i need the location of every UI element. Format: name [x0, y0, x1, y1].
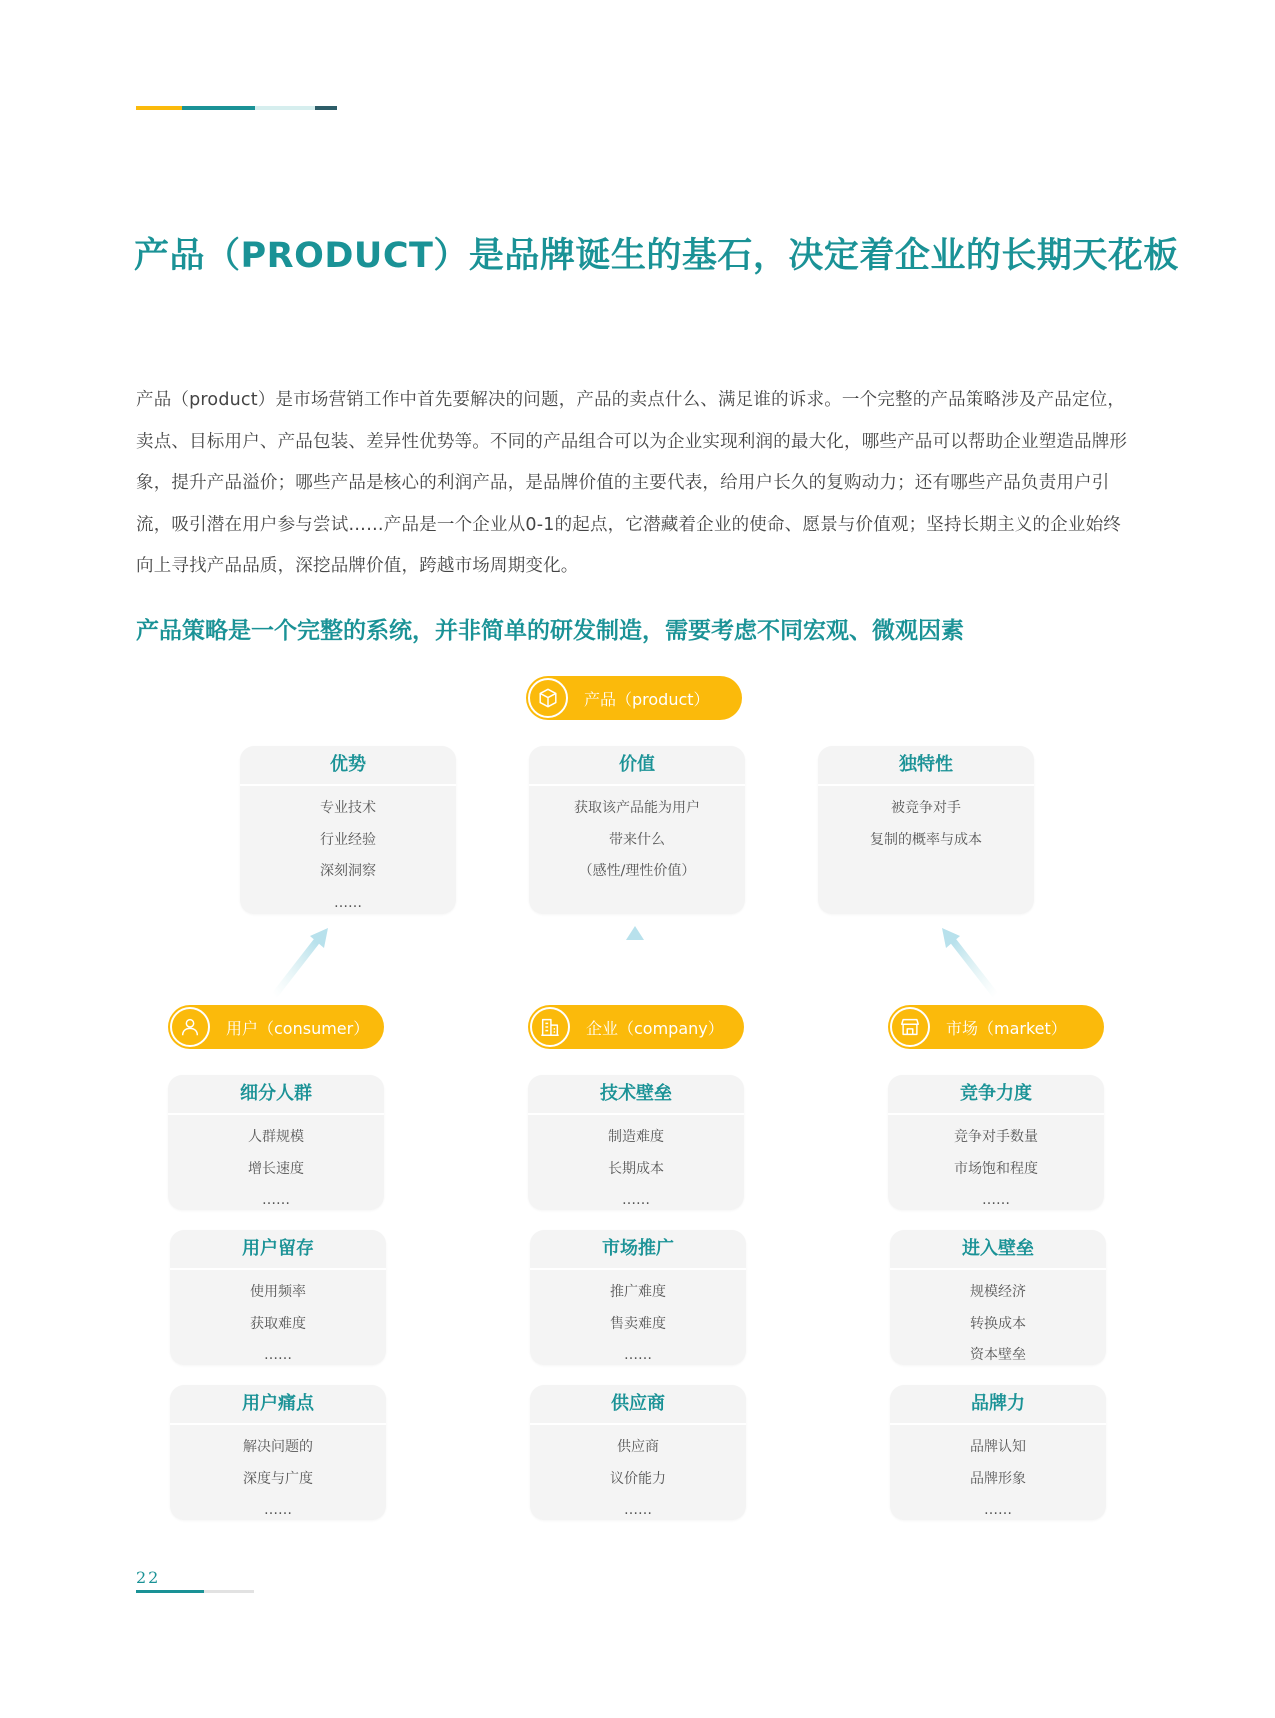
card-item: 资本壁垒	[970, 1347, 1026, 1363]
card-item: 议价能力	[610, 1470, 666, 1487]
product-pill	[526, 676, 742, 720]
card-item: 使用频率	[250, 1284, 306, 1300]
consumer-pill	[168, 1005, 384, 1049]
card-title: 进入壁垒	[890, 1230, 1106, 1270]
intro-paragraph	[136, 380, 1146, 588]
arrow-up-left-icon	[268, 920, 338, 1000]
card-uniqueness	[818, 746, 1034, 914]
card-title: 独特性	[818, 746, 1034, 786]
card-item: ……	[262, 1192, 290, 1208]
card-item: ……	[982, 1192, 1010, 1208]
paragraph-line: 产品（product）是市场营销工作中首先要解决的问题，产品的卖点什么、满足谁的诉求。一个完整的产品策略涉及产品定位，	[136, 390, 1126, 410]
card-item: 品牌认知	[970, 1439, 1026, 1455]
card-market-promotion	[530, 1230, 746, 1365]
paragraph-line: 向上寻找产品品质，深挖品牌价值，跨越市场周期变化。	[136, 556, 579, 576]
card-title: 竞争力度	[888, 1075, 1104, 1115]
pill-label: 产品（product）	[584, 689, 710, 709]
card-item: 获取该产品能为用户	[574, 800, 700, 816]
page-title: 产品（PRODUCT）是品牌诞生的基石，决定着企业的长期天花板	[134, 236, 1179, 276]
card-item: 市场饱和程度	[954, 1160, 1038, 1177]
card-title: 用户留存	[170, 1230, 386, 1270]
card-title: 品牌力	[890, 1385, 1106, 1425]
pill-label: 企业（company）	[586, 1018, 724, 1038]
card-item: 带来什么	[609, 831, 665, 848]
top-accent-bar	[136, 106, 337, 110]
arrow-up-icon	[615, 920, 655, 1000]
card-item: 增长速度	[248, 1160, 304, 1177]
market-pill	[888, 1005, 1104, 1049]
card-item: 竞争对手数量	[954, 1129, 1038, 1145]
card-item: ……	[624, 1347, 652, 1363]
card-advantage	[240, 746, 456, 914]
card-tech-barrier	[528, 1075, 744, 1210]
card-item: 深度与广度	[243, 1470, 313, 1487]
card-entry-barrier	[890, 1230, 1106, 1365]
footer-accent-line	[136, 1590, 254, 1593]
card-item: 品牌形象	[970, 1470, 1026, 1487]
card-title: 供应商	[530, 1385, 746, 1425]
shop-icon	[890, 1007, 930, 1047]
paragraph-line: 象，提升产品溢价；哪些产品是核心的利润产品，是品牌价值的主要代表，给用户长久的复购动力；还有哪些产品负责用户引	[136, 473, 1110, 493]
company-pill	[528, 1005, 744, 1049]
card-item: ……	[624, 1502, 652, 1518]
card-title: 价值	[529, 746, 745, 786]
box-icon	[528, 678, 568, 718]
card-item: 获取难度	[250, 1315, 306, 1332]
arrow-up-right-icon	[932, 920, 1002, 1000]
card-item: 规模经济	[970, 1284, 1026, 1300]
card-item: 推广难度	[610, 1284, 666, 1300]
card-item: ……	[622, 1192, 650, 1208]
card-title: 细分人群	[168, 1075, 384, 1115]
card-item: ……	[334, 894, 362, 911]
card-item: 解决问题的	[243, 1439, 313, 1455]
user-icon	[170, 1007, 210, 1047]
pill-label: 市场（market）	[946, 1018, 1067, 1038]
card-user-retention	[170, 1230, 386, 1365]
card-title: 市场推广	[530, 1230, 746, 1270]
card-user-pain-points	[170, 1385, 386, 1520]
card-item: 供应商	[617, 1439, 659, 1455]
card-title: 用户痛点	[170, 1385, 386, 1425]
card-value	[529, 746, 745, 914]
card-item: 深刻洞察	[320, 863, 376, 879]
card-segmented-users	[168, 1075, 384, 1210]
card-item: 售卖难度	[610, 1315, 666, 1332]
building-icon	[530, 1007, 570, 1047]
page-number: 22	[136, 1568, 161, 1587]
card-item: 专业技术	[320, 800, 376, 816]
card-item: ……	[264, 1502, 292, 1518]
card-item: 转换成本	[970, 1315, 1026, 1332]
card-item: 长期成本	[608, 1160, 664, 1177]
pill-label: 用户（consumer）	[226, 1018, 370, 1038]
paragraph-line: 流，吸引潜在用户参与尝试……产品是一个企业从0-1的起点，它潜藏着企业的使命、愿景与价值观；坚持长期主义的企业始终	[136, 514, 1121, 535]
card-item: 复制的概率与成本	[870, 831, 982, 848]
card-brand-power	[890, 1385, 1106, 1520]
card-supplier	[530, 1385, 746, 1520]
card-title: 技术壁垒	[528, 1075, 744, 1115]
card-item: ……	[984, 1502, 1012, 1518]
card-item: （感性/理性价值）	[578, 863, 696, 879]
card-item: 行业经验	[320, 831, 376, 848]
paragraph-line: 卖点、目标用户、产品包装、差异性优势等。不同的产品组合可以为企业实现利润的最大化，哪些产品可以帮助企业塑造品牌形	[136, 431, 1128, 452]
card-item: 制造难度	[608, 1129, 664, 1145]
card-title: 优势	[240, 746, 456, 786]
card-item: 被竞争对手	[891, 800, 961, 816]
card-item: ……	[264, 1347, 292, 1363]
card-competition	[888, 1075, 1104, 1210]
section-subheading: 产品策略是一个完整的系统，并非简单的研发制造，需要考虑不同宏观、微观因素	[136, 618, 964, 644]
card-item: 人群规模	[248, 1129, 304, 1145]
